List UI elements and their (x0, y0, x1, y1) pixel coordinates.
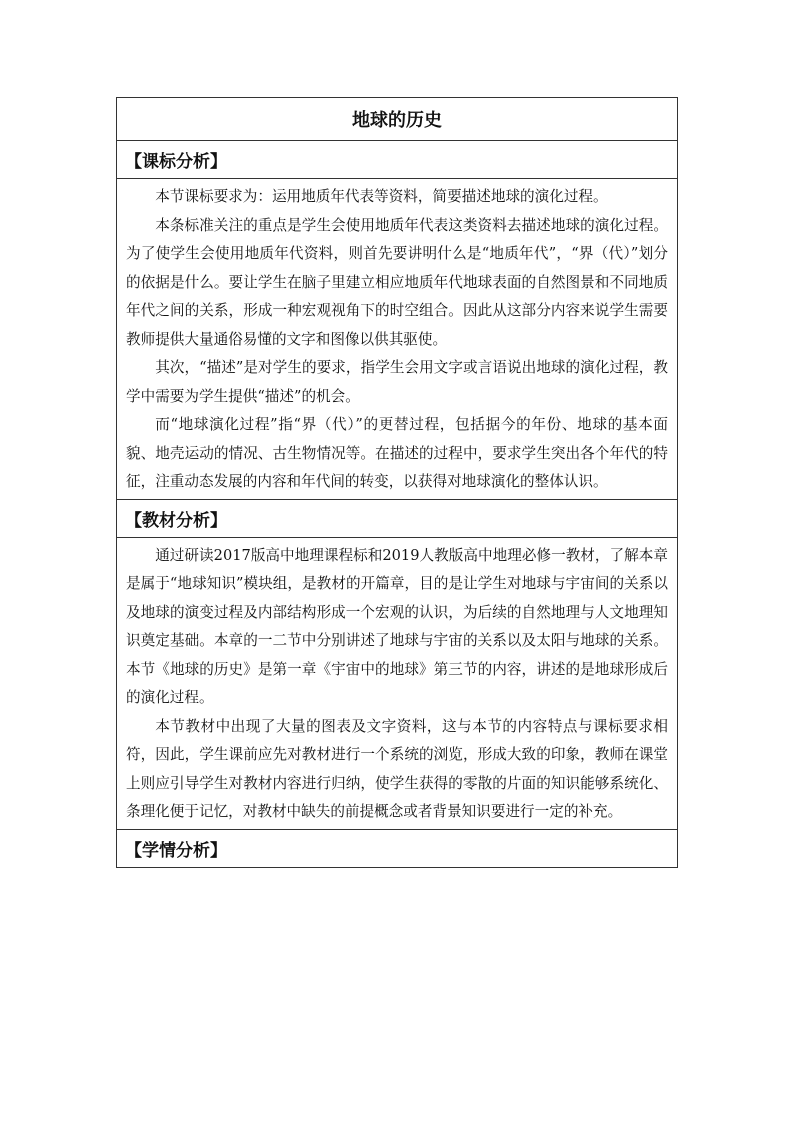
section-body-curriculum (117, 178, 677, 499)
paragraph: 通过研读2017版高中地理课程标和2019人教版高中地理必修一教材，了解本章是属于“地球知识”模块组，是教材的开篇章，目的是让学生对地球与宇宙间的关系以及地球的演变过程及内部结构形成一个宏观的认识，为后续的自然地理与人文地理知识奠定基础。本章的一二节中分别讲述了地球与宇宙的关系以及太阳与地球的关系。本节《地球的历史》是第一章《宇宙中的地球》第三节的内容，讲述的是地球形成后的演化过程。 (126, 546, 668, 706)
section-heading-students: 【学情分析】 (117, 829, 677, 867)
document-title: 地球的历史 (352, 110, 442, 131)
paragraph: 本条标准关注的重点是学生会使用地质年代表这类资料去描述地球的演化过程。为了使学生会使用地质年代资料，则首先要讲明什么是“地质年代”，“界（代）”划分的依据是什么。要让学生在脑子里建立相应地质年代地球表面的自然图景和不同地质年代之间的关系，形成一种宏观视角下的时空组合。因此从这部分内容来说学生需要教师提供大量通俗易懂的文字和图像以供其驱使。 (126, 216, 668, 348)
section-heading-curriculum: 【课标分析】 (117, 140, 677, 178)
paragraph: 本节课标要求为：运用地质年代表等资料，简要描述地球的演化过程。 (155, 188, 608, 205)
section-heading-textbook: 【教材分析】 (117, 499, 677, 537)
section-body-textbook (117, 537, 677, 829)
paragraph: 其次，“描述”是对学生的要求，指学生会用文字或言语说出地球的演化过程，教学中需要为学生提供“描述”的机会。 (126, 359, 668, 405)
paragraph: 本节教材中出现了大量的图表及文字资料，这与本节的内容特点与课标要求相符，因此，学生课前应先对教材进行一个系统的浏览，形成大致的印象，教师在课堂上则应引导学生对教材内容进行归纳，使学生获得的零散的片面的知识能够系统化、条理化便于记忆，对教材中缺失的前提概念或者背景知识要进行一定的补充。 (126, 717, 668, 820)
document-table (116, 97, 678, 868)
paragraph: 而“地球演化过程”指“界（代）”的更替过程，包括据今的年份、地球的基本面貌、地壳运动的情况、古生物情况等。在描述的过程中，要求学生突出各个年代的特征，注重动态发展的内容和年代间的转变，以获得对地球演化的整体认识。 (126, 416, 668, 490)
